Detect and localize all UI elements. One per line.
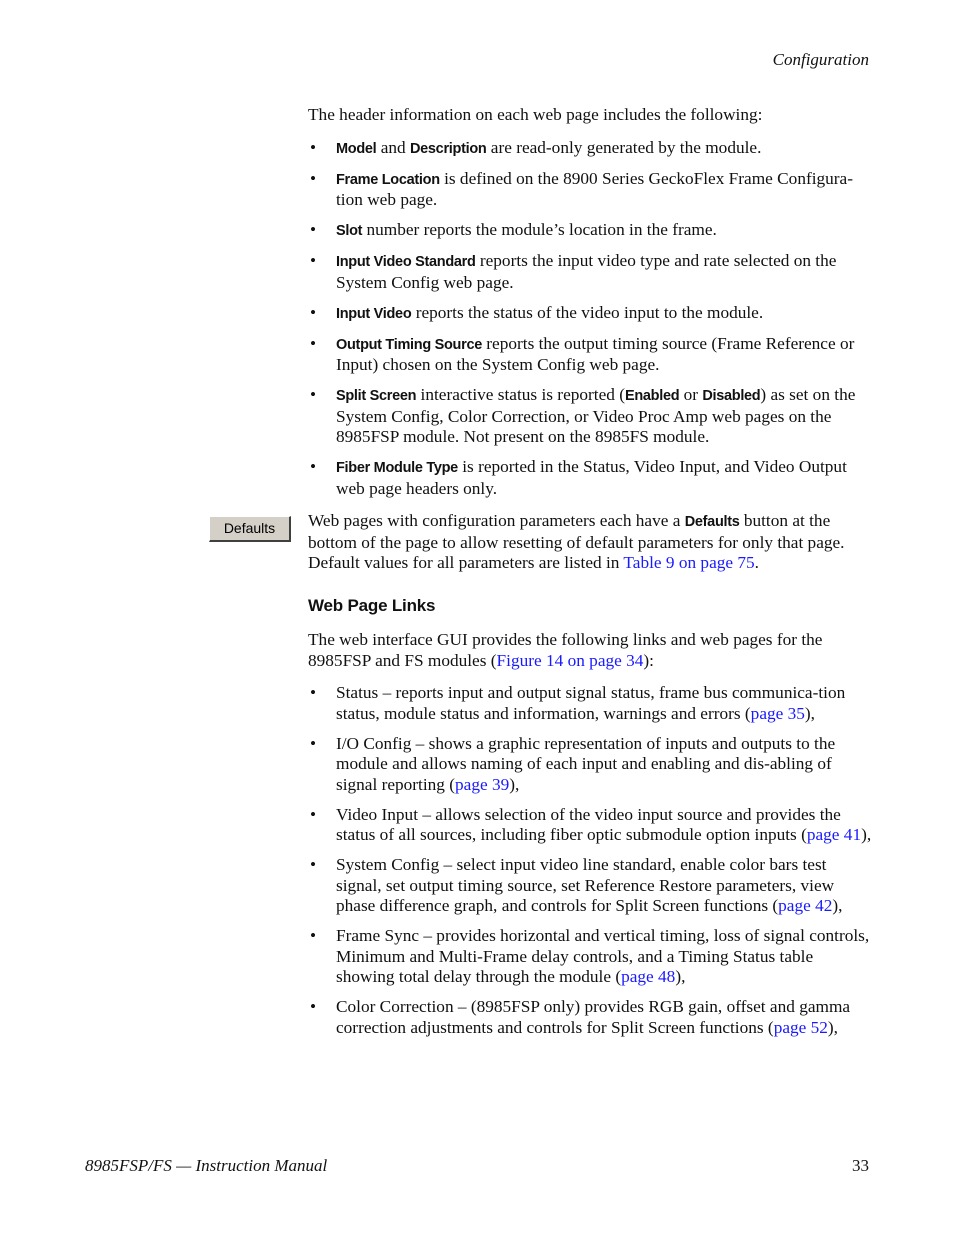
list-item-io-config: • I/O Config – shows a graphic representation of inputs and outputs to the module and allows naming of each input and enabling and dis-abling of signal reporting (page 39), [308,734,873,796]
list-item-slot: • Slot number reports the module’s location in the frame. [308,220,873,242]
list-item-input-video-standard: • Input Video Standard reports the input video type and rate selected on the System Config web page. [308,251,873,293]
header-info-list [308,138,873,500]
page-number: 33 [852,1156,869,1175]
list-item-system-config: • System Config – select input video line standard, enable color bars test signal, set output timing source, set Reference Restore parameters, view phase difference graph, and controls for Split Screen functions (page 42), [308,855,873,917]
footer-title: 8985FSP/FS — Instruction Manual [85,1156,328,1175]
links-intro-paragraph: The web interface GUI provides the following links and web pages for the 8985FSP and FS modules (Figure 14 on page 34): [308,630,823,670]
list-item-fiber-module-type: • Fiber Module Type is reported in the Status, Video Input, and Video Output web page headers only. [308,457,873,499]
page-link[interactable]: page 42 [778,896,833,915]
running-head: Configuration [772,50,869,69]
list-item-model: • Model and Description are read-only generated by the module. [308,138,873,160]
list-item-status: • Status – reports input and output signal status, frame bus communica-tion status, module status and information, warnings and errors (page 35), [308,683,873,724]
page-link[interactable]: page 48 [621,967,676,986]
list-item-split-screen: • Split Screen interactive status is reported (Enabled or Disabled) as set on the System Config, Color Correction, or Video Proc Amp web pages on the 8985FSP module. Not present on the 8985FS module. [308,385,873,448]
page-link[interactable]: page 35 [750,703,805,723]
list-item-output-timing-source: • Output Timing Source reports the output timing source (Frame Reference or Input) chosen on the System Config web page. [308,334,873,376]
list-item-input-video: • Input Video reports the status of the video input to the module. [308,303,873,325]
page-link[interactable]: page 39 [455,774,510,794]
page-content [308,105,873,1050]
intro-paragraph: The header information on each web page includes the following: [308,105,763,124]
list-item-frame-location: • Frame Location is defined on the 8900 Series GeckoFlex Frame Configura-tion web page. [308,169,873,211]
page-link[interactable]: page 52 [773,1017,828,1037]
list-item-color-correction: • Color Correction – (8985FSP only) provides RGB gain, offset and gamma correction adjustments and controls for Split Screen functions (page 52), [308,997,873,1038]
table-link[interactable]: Table 9 on page 75 [623,553,755,572]
list-item-video-input: • Video Input – allows selection of the video input source and provides the status of all sources, including fiber optic submodule option inputs (page 41), [308,805,873,846]
section-heading: Web Page Links [308,595,436,615]
figure-link[interactable]: Figure 14 on page 34 [496,650,644,670]
web-page-links-list [308,683,873,1038]
list-item-frame-sync: • Frame Sync – provides horizontal and vertical timing, loss of signal controls, Minimum and Multi-Frame delay controls, and a Timing Status table showing total delay through the module (page 48), [308,926,873,988]
page-link[interactable]: page 41 [806,825,862,844]
defaults-paragraph: Web pages with configuration parameters each have a Defaults button at the bottom of the page to allow resetting of default parameters for only that page. Default values for all parameters are listed in Table 9 on page 75. [308,511,845,572]
defaults-button[interactable]: Defaults [209,516,291,542]
